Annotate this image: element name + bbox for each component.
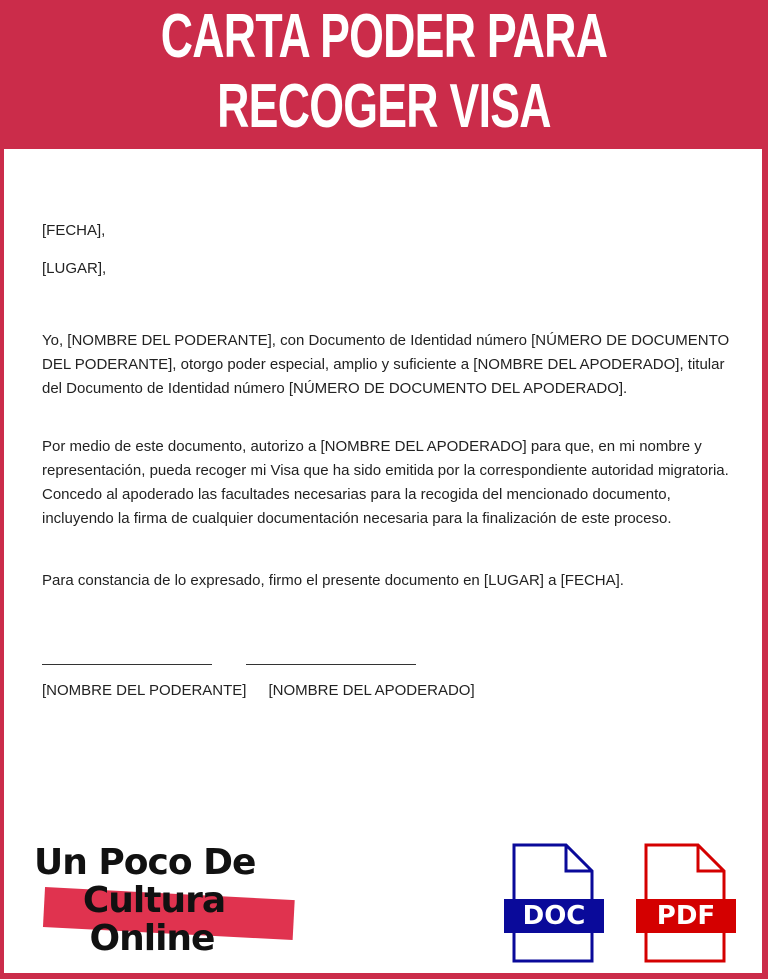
- doc-label: DOC: [522, 901, 586, 931]
- document-page: [4, 149, 762, 973]
- page-title-line-2: RECOGER VISA: [217, 72, 551, 141]
- logo-line-2: Cultura: [82, 880, 226, 921]
- signature-name-poderante: [NOMBRE DEL PODERANTE]: [42, 682, 247, 699]
- place-placeholder: [LUGAR],: [42, 260, 107, 277]
- signature-line-apoderado: [246, 650, 416, 665]
- signature-names: [42, 679, 732, 703]
- page-header: [0, 0, 768, 148]
- signature-name-apoderado: [NOMBRE DEL APODERADO]: [268, 682, 475, 699]
- download-doc-button[interactable]: [504, 843, 604, 963]
- signature-lines: [42, 649, 732, 673]
- paragraph-authorization: Por medio de este documento, autorizo a [NOMBRE DEL APODERADO] para que, en mi nombre y representación, pueda recoger mi Visa que ha sido emitida por la correspondiente autoridad migratoria. Concedo al apoderado las facultades necesarias para la recogida del mencionado documento, incluyendo la firma de cualquier documentación necesaria para la finalización de este proceso.: [42, 438, 729, 527]
- page-title-line-1: CARTA PODER PARA: [160, 2, 608, 71]
- logo-line-3: Online: [89, 918, 215, 959]
- signature-line-poderante: [42, 650, 212, 665]
- paragraph-closing: Para constancia de lo expresado, firmo el presente documento en [LUGAR] a [FECHA].: [42, 572, 624, 589]
- pdf-label: PDF: [656, 901, 716, 931]
- logo-line-1: Un Poco De: [34, 842, 256, 883]
- download-pdf-button[interactable]: [636, 843, 736, 963]
- paragraph-grant: Yo, [NOMBRE DEL PODERANTE], con Documento de Identidad número [NÚMERO DE DOCUMENTO DEL PODERANTE], otorgo poder especial, amplio y suficiente a [NOMBRE DEL APODERADO], titular del Documento de Identidad número [NÚMERO DE DOCUMENTO DEL APODERADO].: [42, 332, 730, 397]
- date-placeholder: [FECHA],: [42, 222, 106, 239]
- site-logo: [34, 839, 302, 969]
